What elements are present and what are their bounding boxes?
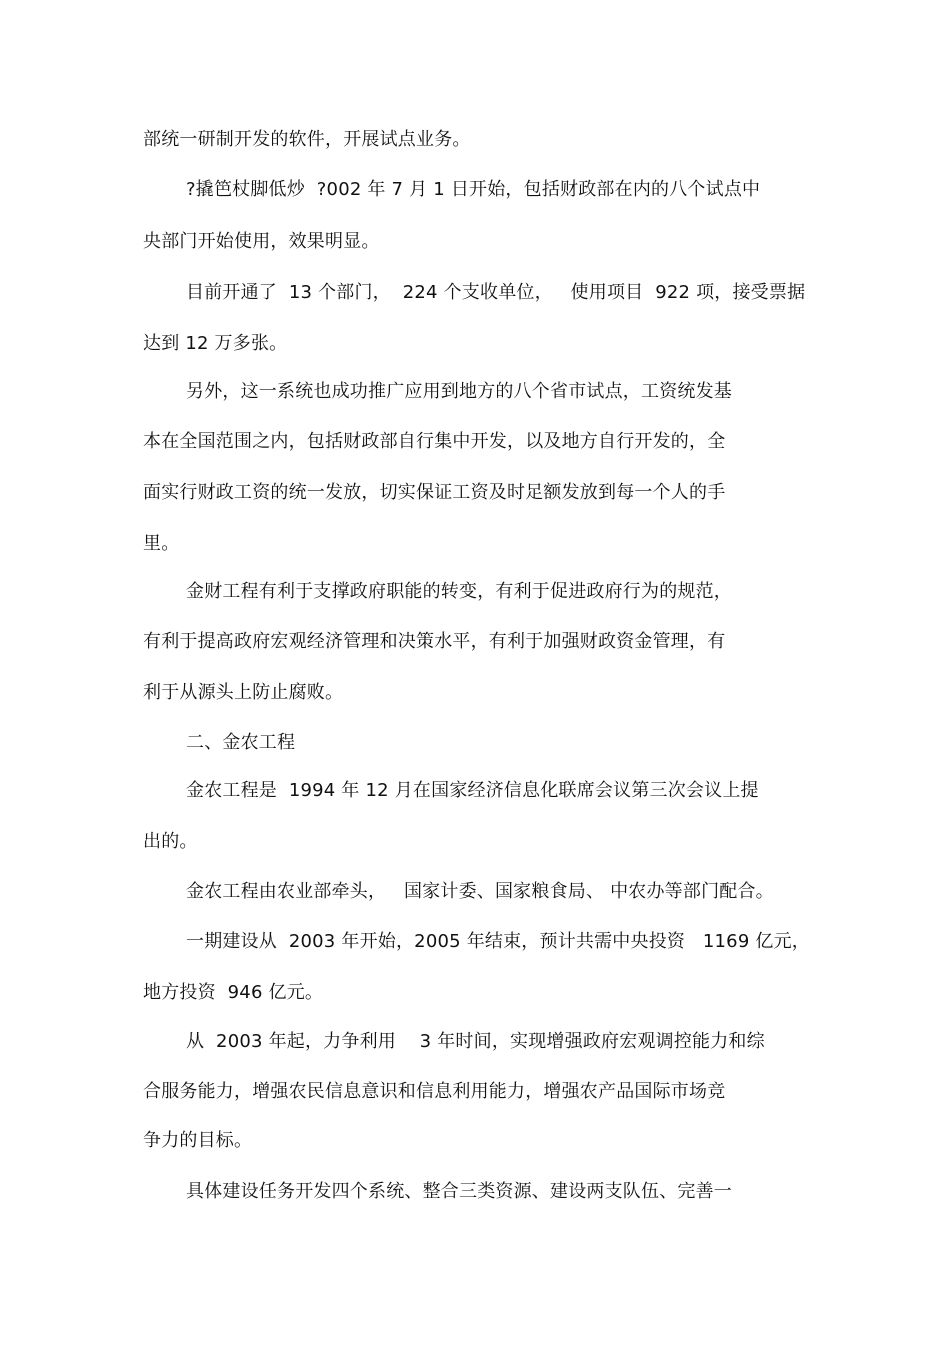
text-line: 本在全国范围之内，包括财政部自行集中开发，以及地方自行开发的，全 <box>143 431 726 452</box>
text-line: 金农工程由农业部牵头， 国家计委、国家粮食局、 中农办等部门配合。 <box>186 881 774 902</box>
text-line: 合服务能力，增强农民信息意识和信息利用能力，增强农产品国际市场竞 <box>143 1081 726 1102</box>
text-line: 一期建设从 2003 年开始，2005 年结束，预计共需中央投资 1169 亿元， <box>186 931 810 952</box>
text-line: 利于从源头上防止腐败。 <box>143 682 344 703</box>
text-line: 里。 <box>143 533 180 554</box>
text-line: 达到 12 万多张。 <box>143 333 288 354</box>
text-line: ?撬笆杖脚低炒 ?002 年 7 月 1 日开始，包括财政部在内的八个试点中 <box>186 179 761 200</box>
text-line: 另外，这一系统也成功推广应用到地方的八个省市试点，工资统发基 <box>186 381 732 402</box>
text-line: 金农工程是 1994 年 12 月在国家经济信息化联席会议第三次会议上提 <box>186 780 759 801</box>
text-line: 出的。 <box>143 831 198 852</box>
text-line: 有利于提高政府宏观经济管理和决策水平，有利于加强财政资金管理，有 <box>143 631 726 652</box>
text-line: 从 2003 年起，力争利用 3 年时间，实现增强政府宏观调控能力和综 <box>186 1031 765 1052</box>
text-line: 地方投资 946 亿元。 <box>143 982 324 1003</box>
text-line: 面实行财政工资的统一发放，切实保证工资及时足额发放到每一个人的手 <box>143 482 726 503</box>
text-line: 部统一研制开发的软件，开展试点业务。 <box>143 129 471 150</box>
text-line: 央部门开始使用，效果明显。 <box>143 231 380 252</box>
text-line: 金财工程有利于支撑政府职能的转变，有利于促进政府行为的规范， <box>186 581 732 602</box>
text-line: 目前开通了 13 个部门， 224 个支收单位， 使用项目 922 项，接受票据 <box>186 282 806 303</box>
text-line: 具体建设任务开发四个系统、整合三类资源、建设两支队伍、完善一 <box>186 1181 732 1202</box>
section-heading: 二、金农工程 <box>186 732 296 753</box>
text-line: 争力的目标。 <box>143 1130 253 1151</box>
